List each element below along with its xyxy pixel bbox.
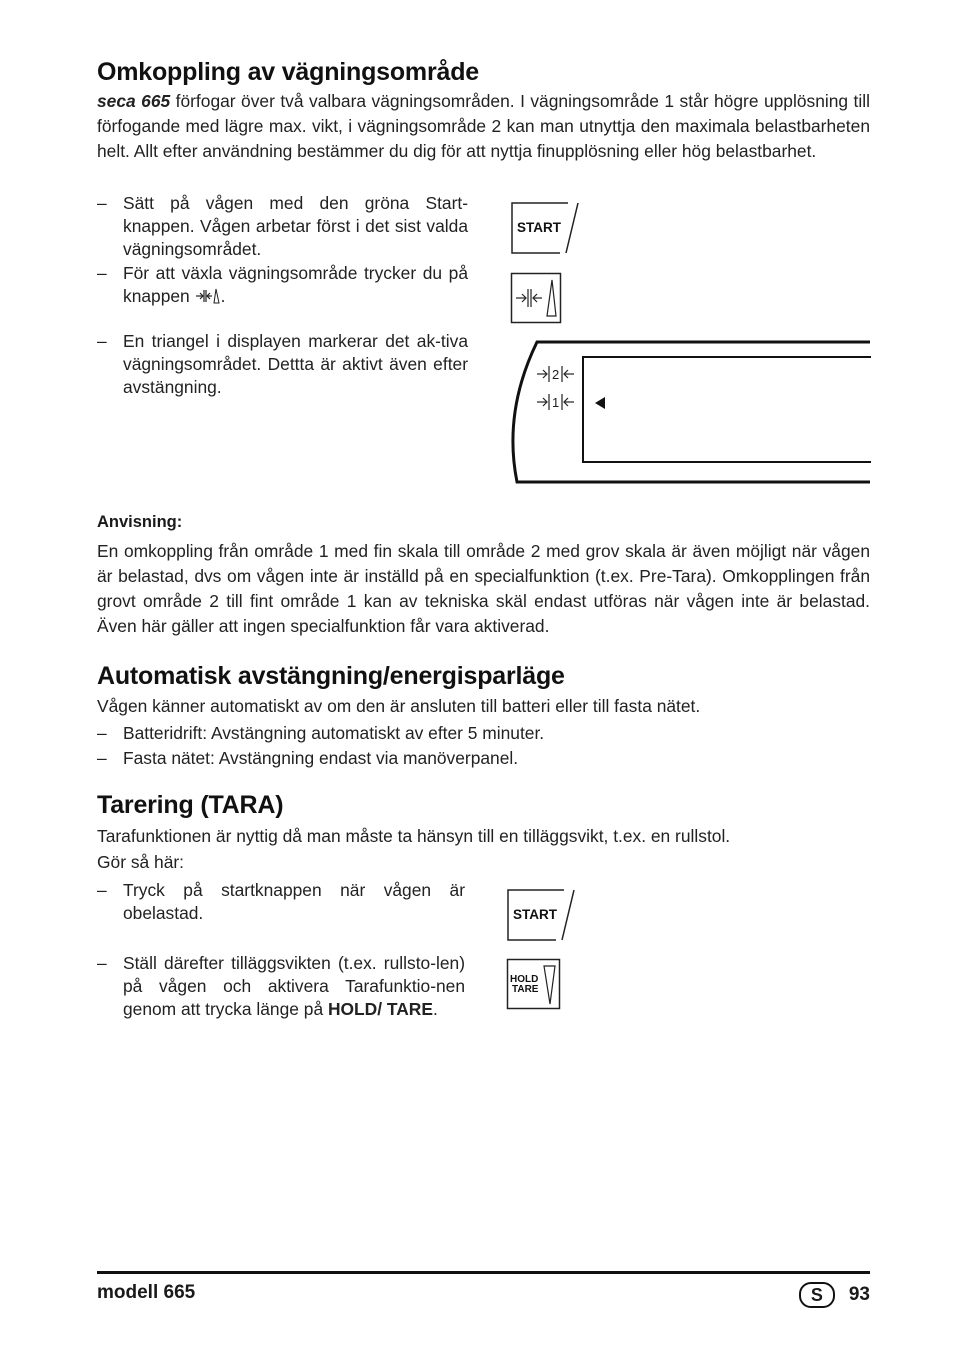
auto-off-bullet-1 xyxy=(97,722,870,745)
section-title-tare: Tarering (TARA) xyxy=(97,791,284,819)
tare-bullet-2-end: . xyxy=(432,999,438,1019)
bullet-dash: – xyxy=(97,723,107,743)
bullet-dash: – xyxy=(97,953,107,973)
range-switch-button-illustration xyxy=(510,272,562,329)
start-button-illustration xyxy=(510,201,580,260)
active-range-marker xyxy=(595,397,605,409)
auto-off-bullet-2-text: Fasta nätet: Avstängning endast via manöverpanel. xyxy=(123,748,519,768)
range-bullet-2 xyxy=(97,262,468,311)
auto-off-bullet-2 xyxy=(97,747,870,770)
language-badge: S xyxy=(799,1282,835,1308)
bullet-dash: – xyxy=(97,263,107,283)
start-button-illustration-tare xyxy=(506,888,576,947)
start-label: START xyxy=(517,220,561,235)
page-number: 93 xyxy=(848,1284,870,1305)
footer-rule xyxy=(97,1271,870,1274)
period: . xyxy=(220,286,226,306)
footer-model: modell 665 xyxy=(97,1282,196,1303)
range-intro xyxy=(97,89,870,164)
tare-bullet-2 xyxy=(97,952,465,1021)
bullet-dash: – xyxy=(97,748,107,768)
bullet-dash: – xyxy=(97,193,107,213)
auto-off-intro: Vågen känner automatiskt av om den är ansluten till batteri eller till fasta nätet. xyxy=(97,696,701,716)
tare-bullet-1 xyxy=(97,879,465,925)
hold-label: HOLD xyxy=(510,974,539,985)
range-bullet-1 xyxy=(97,192,468,261)
start-label-tare: START xyxy=(513,907,557,922)
bullet-dash: – xyxy=(97,331,107,351)
hold-tare-button-illustration xyxy=(506,958,562,1015)
tare-intro: Tarafunktionen är nyttig då man måste ta hänsyn till en tilläggsvikt, t.ex. en rullstol. xyxy=(97,826,731,846)
range-bullet-3-text: En triangel i displayen markerar det ak-tiva vägningsområdet. Dettta är aktivt även efter avstängning. xyxy=(123,331,468,397)
auto-off-bullet-1-text: Batteridrift: Avstängning automatiskt av efter 5 minuter. xyxy=(123,723,545,743)
display-range-2: 2 xyxy=(552,367,560,382)
display-range-1: 1 xyxy=(552,395,560,410)
display-illustration xyxy=(505,338,871,491)
brand-name: seca 665 xyxy=(97,91,171,111)
section-title-auto-off: Automatisk avstängning/energisparläge xyxy=(97,662,565,690)
note-title: Anvisning: xyxy=(97,513,183,531)
hold-tare-bold: HOLD/ TARE xyxy=(327,999,433,1019)
range-intro-text: förfogar över två valbara vägningsområden. I vägningsområde 1 står högre upplösning till förfogande med lägre max. vikt, i vägningsområde 2 kan man utnyttja den maximala belastbarheten helt. Allt efter användning bestämmer du dig för att nyttja finupplösning eller hög belastbarhet. xyxy=(97,91,870,161)
note-text: En omkoppling från område 1 med fin skala till område 2 med grov skala är även möjligt när vågen är belastad, dvs om vågen inte är inställd på en specialfunktion (t.ex. Pre-Tara). Omkopplingen från grovt område 2 till fint område 1 kan av tekniska skäl endast utföras när vågen inte är belastad. Även här gäller att ingen specialfunktion får vara aktiverad. xyxy=(97,541,870,636)
section-title-range: Omkoppling av vägningsområde xyxy=(97,58,479,86)
tare-how: Gör så här: xyxy=(97,852,184,872)
bullet-dash: – xyxy=(97,880,107,900)
range-switch-icon xyxy=(195,287,221,311)
footer-right xyxy=(799,1282,870,1308)
range-bullet-1-text: Sätt på vågen med den gröna Start-knappen. Vågen arbetar först i det sist valda vägningsområdet. xyxy=(123,193,468,259)
tare-bullet-2-text: Ställ därefter tilläggsvikten (t.ex. rullsto-len) på vågen och aktivera Tarafunktio-nen genom att trycka länge på xyxy=(123,953,465,1019)
range-bullet-2-text: För att växla vägningsområde trycker du på knappen xyxy=(123,263,468,306)
range-bullet-3 xyxy=(97,330,468,399)
tare-bullet-1-text: Tryck på startknappen när vågen är obelastad. xyxy=(123,880,465,923)
tare-label: TARE xyxy=(512,984,539,995)
